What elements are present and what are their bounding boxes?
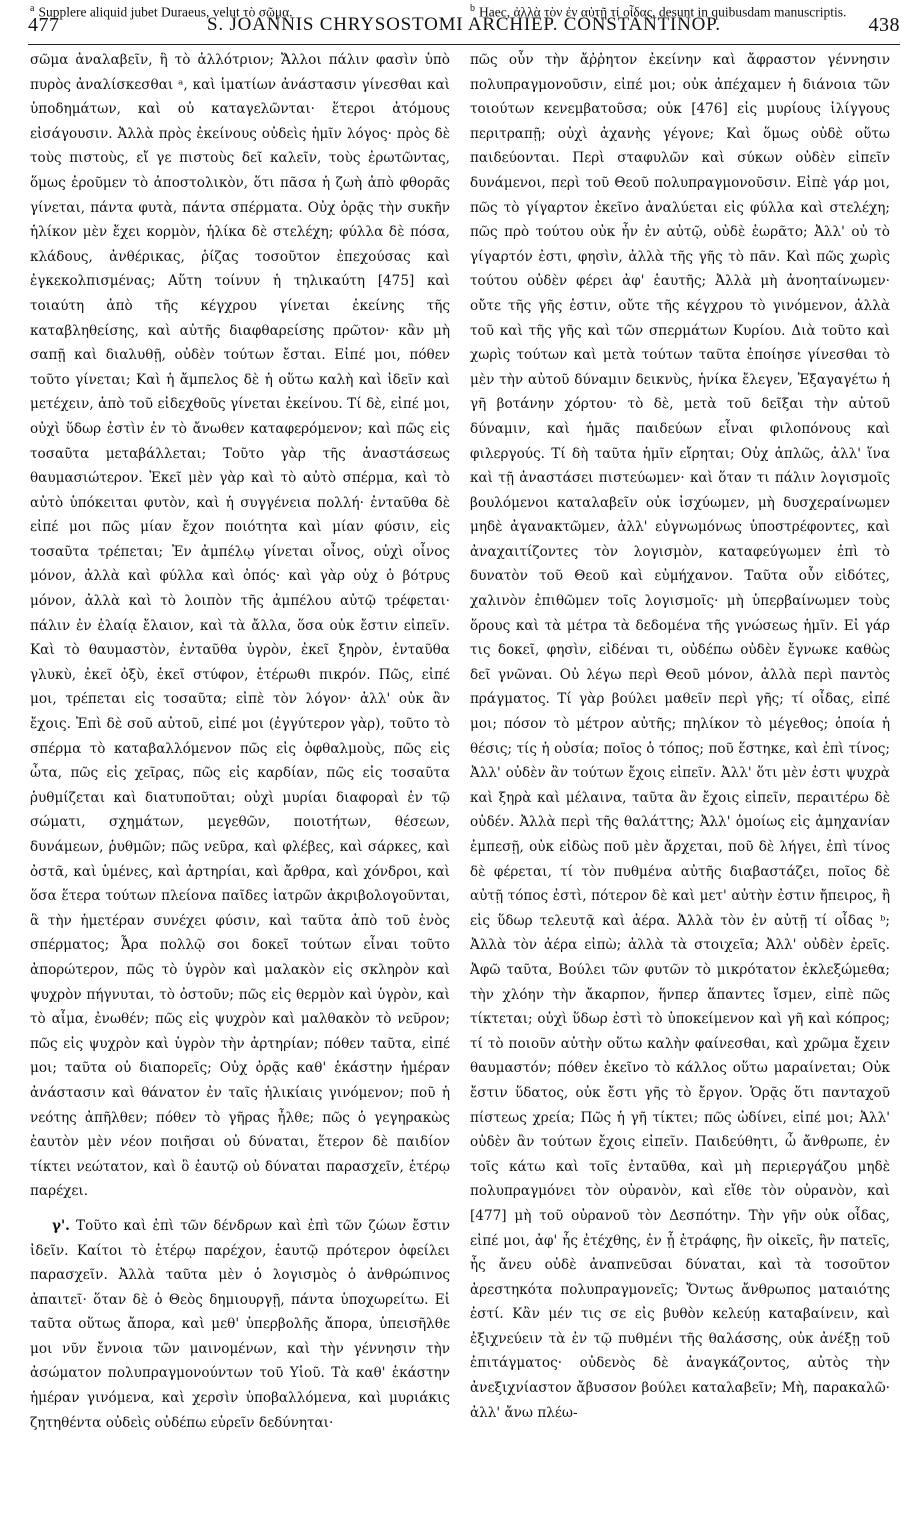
left-column xyxy=(30,48,450,1448)
right-column xyxy=(470,48,890,1448)
footnote-b-mark: b xyxy=(470,3,475,14)
left-paragraph-2-text: Τοῦτο καὶ ἐπὶ τῶν δένδρων καὶ ἐπὶ τῶν ζώων ἔστιν ἰδεῖν. Καίτοι τὸ ἑτέρῳ παρέχον, ἑαυτῷ πρότερον ὀφείλει παρασχεῖν. Ἀλλὰ ταῦτα μὲν ὁ λογισμὸς ὁ ἀνθρώπινος ἀπαιτεῖ· ὅταν δὲ ὁ Θεὸς δημιουργῇ, πάντα ὑποχωρείτω. Εἰ ταῦτα οὕτως ἄπορα, καὶ μεθ' ὑπερβολῆς ἄπορα, ὑπεισῆλθε μοι νῦν ἔννοια τῶν μαινομένων, καὶ τὴν γέννησιν τὴν ἀσώματον πολυπραγμονούντων τοῦ Υἱοῦ. Τὰ καθ' ἑκάστην ἡμέραν γινόμενα, καὶ χερσὶν ὑποβαλλόμενα, καὶ μυριάκις ζητηθέντα οὐδεὶς οὐδέπω εὑρεῖν δεδύνηται· xyxy=(30,1217,450,1431)
right-page-number: 438 xyxy=(868,13,900,36)
left-paragraph-1: σῶμα ἀναλαβεῖν, ἢ τὸ ἀλλότριον; Ἄλλοι πάλιν φασὶν ὑπὸ πυρὸς ἀναλίσκεσθαι ᵃ, καὶ ἱματίων ἀνάστασιν γίνεσθαι καὶ ὑποδημάτων, καὶ οὐ καταγελῶνται· ἕτεροι ἀτόμους εἰσάγουσιν. Ἀλλὰ πρὸς ἐκείνους οὐδεὶς ἡμῖν λόγος· πρὸς δὲ τοὺς πιστοὺς, εἴ γε πιστοὺς δεῖ καλεῖν, τοὺς ἐρωτῶντας, ὅμως ἐροῦμεν τὸ ἀποστολικὸν, ὅτι πᾶσα ἡ ζωὴ ἀπὸ φθορᾶς γίνεται, πάντα φυτὰ, πάντα σπέρματα. Οὐχ ὁρᾷς τὴν συκῆν ἡλίκον μὲν ἔχει κορμὸν, ἡλίκα δὲ στελέχη; φύλλα δὲ πόσα, κλάδους, ἀνθέρικας, ῥίζας τοσοῦτον ἐπεχούσας καὶ ἐγκεκολπισμένας; Αὕτη τοίνυν ἡ τηλικαύτη [475] καὶ τοιαύτη ἀπὸ τῆς κέγχρου γίνεται ἐκείνης τῆς καταβληθείσης, καὶ αὐτῆς διαφθαρείσης πρῶτον· κἂν μὴ σαπῇ καὶ διαλυθῇ, οὐδὲν τούτων ἔσται. Εἰπέ μοι, πόθεν τοῦτο γίνεται; Καὶ ἡ ἄμπελος δὲ ἡ οὕτω καλὴ καὶ ἰδεῖν καὶ μετέχειν, ἀπὸ τοῦ εἰδεχθοῦς γίνεται ἐκείνου. Τί δὲ, εἰπέ μοι, οὐχὶ ὕδωρ ἐστὶν ἐν τὸ ἄνωθεν καταφερόμενον; καὶ πῶς εἰς τοσαῦτα μεταβάλλεται; Τοῦτο γὰρ τῆς ἀναστάσεως θαυμασιώτερον. Ἐκεῖ μὲν γὰρ καὶ τὸ αὐτὸ σπέρμα, καὶ τὸ αὐτὸ ὑπόκειται φυτὸν, καὶ ἡ συγγένεια πολλή· ἐνταῦθα δὲ εἰπέ μοι πῶς μίαν ἔχον ποιότητα καὶ μίαν φύσιν, εἰς τοσαῦτα τρέπεται; Ἐν ἀμπέλῳ γίνεται οἶνος, οὐχὶ οἶνος μόνον, ἀλλὰ καὶ φύλλα καὶ ὀπός· καὶ γὰρ οὐχ ὁ βότρυς μόνον, ἀλλὰ καὶ τὸ λοιπὸν τῆς ἀμπέλου αὐτῷ τρέφεται· πάλιν ἐν ἐλαίᾳ ἔλαιον, καὶ τὰ ἄλλα, ὅσα οὐκ ἔστιν εἰπεῖν. Καὶ τὸ θαυμαστὸν, ἐνταῦθα ὑγρὸν, ἐκεῖ ξηρὸν, ἐνταῦθα γλυκὺ, ἐκεῖ ὀξὺ, ἐκεῖ στύφον, ἑτέρωθι πικρόν. Πῶς, εἰπέ μοι, τρέπεται εἰς τοσαῦτα; εἰπὲ τὸν λόγον· ἀλλ' οὐκ ἂν ἔχοις. Ἐπὶ δὲ σοῦ αὐτοῦ, εἰπέ μοι (ἐγγύτερον γὰρ), τοῦτο τὸ σπέρμα τὸ καταβαλλόμενον πῶς εἰς ὀφθαλμοὺς, πῶς εἰς ὦτα, πῶς εἰς χεῖρας, πῶς εἰς καρδίαν, πῶς εἰς τοσαῦτα ῥυθμίζεται καὶ διατυποῦται; οὐχὶ μυρίαι διαφοραὶ ἐν τῷ σώματι, σχημάτων, μεγεθῶν, ποιοτήτων, θέσεων, δυνάμεων, ῥυθμῶν; πῶς νεῦρα, καὶ φλέβες, καὶ σάρκες, καὶ ὀστᾶ, καὶ ὑμένες, καὶ ἀρτηρίαι, καὶ ἄρθρα, καὶ χόνδροι, καὶ ὅσα ἕτερα τούτων πλείονα παῖδες ἰατρῶν ἀκριβολογοῦνται, ἃ τὴν ἡμετέραν συνέχει φύσιν, καὶ ταῦτα ἀπὸ τοῦ ἑνὸς σπέρματος; Ἆρα πολλῷ σοι δοκεῖ τούτων εἶναι τοῦτο ἀπορώτερον, πῶς τὸ ὑγρὸν καὶ μαλακὸν εἰς σκληρὸν καὶ ψυχρὸν πήγνυται, τὸ ὀστοῦν; πῶς εἰς θερμὸν καὶ ὑγρὸν, καὶ τὸ αἷμα, ἐνωθέν; πῶς εἰς ψυχρὸν καὶ μαλθακὸν τὸ νεῦρον; πῶς εἰς ψυχρὸν καὶ ὑγρὸν τὴν ἀρτηρίαν; πόθεν ταῦτα, εἰπέ μοι; ταῦτα οὐ διαπορεῖς; Οὐχ ὁρᾷς καθ' ἑκάστην ἡμέραν ἀνάστασιν καὶ θάνατον ἐν ταῖς ἡλικίαις γινόμενον; ποῦ ἡ νεότης ἀπῆλθεν; πόθεν τὸ γῆρας ἦλθε; πῶς ὁ γεγηρακὼς ἑαυτὸν μὲν νέον ποιῆσαι οὐ δύναται, ἕτερον δὲ παιδίον τίκτει νεώτατον, καὶ ὃ ἑαυτῷ οὐ δύναται παρασχεῖν, ἑτέρῳ παρέχει. xyxy=(30,52,450,1200)
left-page-number: 477 xyxy=(28,13,60,36)
footnote-a xyxy=(30,0,420,22)
running-title: S. JOANNIS CHRYSOSTOMI ARCHIEP. CONSTANTINOP. xyxy=(207,14,721,35)
right-paragraph-1: πῶς οὖν τὴν ἄῤῥητον ἐκείνην καὶ ἄφραστον γέννησιν πολυπραγμονοῦσιν, εἰπέ μοι; οὐκ ἀπέχαμεν ἡ διάνοια τῶν τοιούτων κενεμβατοῦσα; οὐκ [476] εἰς μυρίους ἰλίγγους περιτραπῇ; οὐχὶ ἀχανὴς γέγονε; Καὶ ὅμως οὐδὲ οὕτω παιδεύονται. Περὶ σταφυλῶν καὶ σύκων οὐδὲν εἰπεῖν δυνάμενοι, περὶ τοῦ Θεοῦ πολυπραγμονοῦσιν. Εἰπὲ γάρ μοι, πῶς τὸ γίγαρτον ἐκεῖνο ἀναλύεται εἰς φύλλα καὶ στελέχη; πῶς πρὸ τούτου οὐκ ἦν ἐν αὐτῷ, οὐδὲ ἑωρᾶτο; Ἀλλ' οὐ τὸ γίγαρτόν ἐστι, φησὶν, ἀλλὰ τῆς γῆς τὸ πᾶν. Καὶ πῶς χωρὶς τούτου οὐδὲν φέρει ἀφ' ἑαυτῆς; Ἀλλὰ μὴ ἀνοηταίνωμεν· οὔτε τῆς γῆς ἐστιν, οὔτε τῆς κέγχρου τὸ γινόμενον, ἀλλὰ τοῦ καὶ τῆς γῆς καὶ τῶν σπερμάτων Κυρίου. Διὰ τοῦτο καὶ χωρὶς τούτων καὶ μετὰ τούτων ταῦτα ἐποίησε γίνεσθαι τὸ μὲν τὴν αὐτοῦ δύναμιν δεικνὺς, ἡνίκα ἔλεγεν, Ἐξαγαγέτω ἡ γῆ βοτάνην χόρτου· τὸ δὲ, μετὰ τοῦ δεῖξαι τὴν αὐτοῦ δύναμιν, καὶ ἡμᾶς παιδεύων εἶναι φιλοπόνους καὶ φιλεργούς. Τί δὴ ταῦτα ἡμῖν εἴρηται; Οὐχ ἁπλῶς, ἀλλ' ἵνα καὶ τῇ ἀναστάσει πιστεύωμεν· καὶ ὅταν τι πάλιν λογισμοῖς βουλόμενοι καταλαβεῖν οὐκ ἰσχύωμεν, μὴ δυσχεραίνωμεν μηδὲ ἀγανακτῶμεν, ἀλλ' εὐγνωμόνως ὑποστρέφοντες, καὶ ἀναχαιτίζοντες τὸν λογισμὸν, καταφεύγωμεν ἐπὶ τὸ δυνατὸν τοῦ Θεοῦ καὶ εὐμήχανον. Ταῦτα οὖν εἰδότες, χαλινὸν ἐπιθῶμεν τοῖς λογισμοῖς· μὴ ὑπερβαίνωμεν τοὺς ὅρους καὶ τὰ μέτρα τὰ δεδομένα τῆς γνώσεως ἡμῖν. Εἰ γάρ τις δοκεῖ, φησὶν, εἰδέναι τι, οὐδέπω οὐδὲν ἔγνωκε καθὼς δεῖ γνῶναι. Οὐ λέγω περὶ Θεοῦ μόνον, ἀλλὰ περὶ παντὸς πράγματος. Τί γὰρ βούλει μαθεῖν περὶ γῆς; τί οἶδας, εἰπέ μοι; πόσον τὸ μέτρον αὐτῆς; πηλίκον τὸ μέγεθος; ὁποία ἡ θέσις; τίς ἡ οὐσία; ποῖος ὁ τόπος; ποῦ ἕστηκε, καὶ ἐπὶ τίνος; Ἀλλ' οὐδὲν ἂν τούτων ἔχοις εἰπεῖν. Ἀλλ' ὅτι μὲν ἐστι ψυχρὰ καὶ ξηρὰ καὶ μέλαινα, ταῦτα ἂν ἔχοις εἰπεῖν, περαιτέρω δὲ οὐδέν. Ἀλλὰ περὶ τῆς θαλάττης; Ἀλλ' ὁμοίως εἰς ἀμηχανίαν ἐμπεσῇ, οὐκ εἰδὼς ποῦ μὲν ἄρχεται, ποῦ δὲ λήγει, ἐπὶ τίνος δὲ φέρεται, τί τὸν πυθμένα αὐτῆς διαβαστάζει, ποῖος δὲ αὐτῇ τόπος ἐστὶ, πότερον δὲ καὶ μετ' αὐτὴν ἐστιν ἤπειρος, ἢ εἰς ὕδωρ τελευτᾷ καὶ ἀέρα. Ἀλλὰ τὸν ἐν αὐτῇ τί οἶδας ᵇ; Ἀλλὰ τὸν ἀέρα εἰπὼ; ἀλλὰ τὰ στοιχεῖα; Ἀλλ' οὐδὲν ἐρεῖς. Ἀφῶ ταῦτα, Βούλει τῶν φυτῶν τὸ μικρότατον ἐκλεξώμεθα; τὴν χλόην τὴν ἄκαρπον, ἥνπερ ἅπαντες ἴσμεν, εἰπὲ πῶς τίκτεται; οὐχὶ ὕδωρ ἐστὶ τὸ ὑποκείμενον καὶ γῆ καὶ κόπρος; τί τὸ ποιοῦν αὐτὴν οὕτω καλὴν φαίνεσθαι, καὶ χρῶμα ἔχειν θαυμαστόν; πόθεν ἐκεῖνο τὸ κάλλος οὕτω μαραίνεται; Οὐκ ἔστιν ὕδατος, οὐκ ἔστι γῆς τὸ ἔργον. Ὁρᾷς ὅτι πανταχοῦ πίστεως χρεία; Πῶς ἡ γῆ τίκτει; πῶς ὠδίνει, εἰπέ μοι; Ἀλλ' οὐδὲν ἂν τούτων ἔχοις εἰπεῖν. Παιδεύθητι, ὦ ἄνθρωπε, ἐν τοῖς κάτω καὶ τοῖς ἐνταῦθα, καὶ μὴ περιεργάζου μηδὲ πολυπραγμόνει τὸν οὐρανὸν, καὶ εἴθε τὸν οὐρανὸν, καὶ [477] μὴ τοῦ οὐρανοῦ τὸν Δεσπότην. Τὴν γῆν οὐκ οἶδας, εἰπέ μοι, ἀφ' ἧς ἐτέχθης, ἐν ᾗ ἐτράφης, ἣν οἰκεῖς, ἣν πατεῖς, ἧς ἄνευ οὐδὲ ἀναπνεῦσαι δύναται, καὶ τὰ τοσοῦτον ἀρεστηκότα πολυπραγμονεῖς; Ὄντως ἄνθρωπος ματαιότης ἐστί. Κἂν μέν τις σε εἰς βυθὸν κελεύῃ καταβαίνειν, καὶ ἐξιχνεύειν τὰ ἐν τῷ πυθμένι τῆς θαλάσσης, οὐκ ἀνέξῃ τοῦ ἐπιτάγματος· οὐδενὸς δὲ ἀναγκάζοντος, αὐτὸς τὴν ἀνεξιχνίαστον ἄβυσσον βούλει καταλαβεῖν; Μὴ, παρακαλῶ· ἀλλ' ἄνω πλέω- xyxy=(470,52,890,1421)
section-number: γ'. xyxy=(52,1217,70,1234)
footnote-b-text: Haec, ἀλλὰ τὸν ἐν αὐτῇ τί οἶδας, desunt in quibusdam manuscriptis. xyxy=(479,4,847,20)
header-rule xyxy=(28,44,900,45)
footnote-a-text: Supplere aliquid jubet Duraeus, velut τὸ σῶμα. xyxy=(38,4,293,20)
left-paragraph-2 xyxy=(30,1214,450,1435)
footnote-b xyxy=(470,0,860,22)
footnote-a-mark: a xyxy=(30,3,35,14)
